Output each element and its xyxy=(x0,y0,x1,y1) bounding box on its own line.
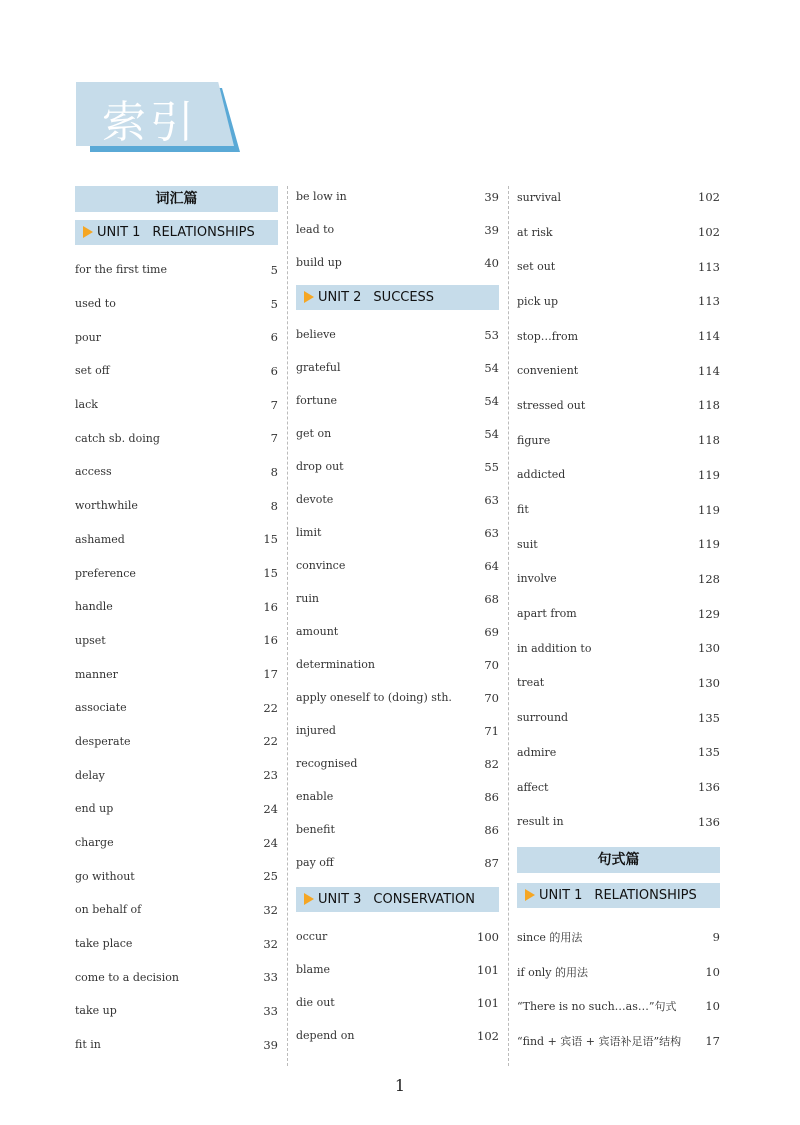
index-column-2 xyxy=(296,186,499,1052)
entry-term: pay off xyxy=(296,856,334,869)
index-entry xyxy=(517,1024,720,1059)
entry-page: 22 xyxy=(263,700,278,715)
index-entry xyxy=(75,287,278,321)
entry-page: 7 xyxy=(270,397,278,412)
index-entry xyxy=(517,989,720,1024)
page-title: 索引 xyxy=(102,97,198,148)
entry-page: 32 xyxy=(263,936,278,951)
index-entry xyxy=(75,253,278,287)
entry-page: 82 xyxy=(484,756,499,771)
index-entry xyxy=(75,792,278,826)
entry-list xyxy=(296,180,499,279)
entry-page: 32 xyxy=(263,902,278,917)
entry-page: 101 xyxy=(477,962,499,977)
index-entry xyxy=(296,714,499,747)
entry-page: 119 xyxy=(698,502,720,517)
entry-page: 39 xyxy=(484,189,499,204)
entry-term: admire xyxy=(517,745,557,759)
entry-term: affect xyxy=(517,780,549,794)
entry-page: 63 xyxy=(484,525,499,540)
entry-term: suit xyxy=(517,537,538,551)
entry-term: lead to xyxy=(296,223,335,236)
entry-term: believe xyxy=(296,328,336,341)
entry-page: 39 xyxy=(263,1037,278,1052)
index-entry xyxy=(517,249,720,284)
unit-label: UNIT 1 xyxy=(97,225,141,240)
entry-page: 17 xyxy=(263,667,278,682)
index-entry xyxy=(296,986,499,1019)
entry-page: 71 xyxy=(484,723,499,738)
entry-page: 25 xyxy=(263,869,278,884)
index-entry xyxy=(75,826,278,860)
entry-list xyxy=(296,916,499,1052)
unit-label: UNIT 3 xyxy=(318,892,362,907)
entry-term: determination xyxy=(296,658,375,671)
index-entry xyxy=(296,246,499,279)
entry-term: depend on xyxy=(296,1029,355,1042)
column-divider xyxy=(508,186,509,1066)
index-entry xyxy=(75,489,278,523)
entry-page: 39 xyxy=(484,222,499,237)
entry-term: stop…from xyxy=(517,329,579,343)
entry-list xyxy=(296,314,499,879)
index-entry xyxy=(296,920,499,953)
entry-page: 118 xyxy=(698,398,720,413)
entry-term: enable xyxy=(296,790,334,803)
entry-term: pick up xyxy=(517,294,559,308)
index-entry xyxy=(75,725,278,759)
entry-page: 130 xyxy=(698,641,720,656)
category-header-vocabulary: 词汇篇 xyxy=(75,186,278,212)
index-entry xyxy=(296,417,499,450)
entry-term: catch sb. doing xyxy=(75,431,160,445)
index-entry xyxy=(296,780,499,813)
entry-page: 102 xyxy=(698,225,720,240)
entry-term: if only 的用法 xyxy=(517,965,589,979)
index-entry xyxy=(75,893,278,927)
entry-term: since 的用法 xyxy=(517,931,583,945)
entry-term: apart from xyxy=(517,607,577,621)
index-entry xyxy=(75,354,278,388)
index-entry xyxy=(517,388,720,423)
entry-term: addicted xyxy=(517,468,566,482)
entry-page: 6 xyxy=(270,330,278,345)
index-entry xyxy=(517,770,720,805)
index-entry xyxy=(75,320,278,354)
entry-term: involve xyxy=(517,572,557,586)
entry-list xyxy=(517,912,720,1058)
entry-term: on behalf of xyxy=(75,903,142,917)
entry-page: 7 xyxy=(270,431,278,446)
entry-term: worthwhile xyxy=(75,499,138,513)
entry-term: take up xyxy=(75,1004,117,1018)
entry-term: get on xyxy=(296,427,332,440)
entry-term: lack xyxy=(75,398,98,412)
entry-term: fit in xyxy=(75,1038,101,1052)
entry-page: 101 xyxy=(477,995,499,1010)
entry-term: die out xyxy=(296,996,335,1009)
index-entry xyxy=(517,353,720,388)
entry-page: 33 xyxy=(263,970,278,985)
entry-page: 24 xyxy=(263,835,278,850)
entry-term: ruin xyxy=(296,592,319,605)
index-entry xyxy=(517,180,720,215)
entry-term: pour xyxy=(75,330,102,344)
entry-term: fit xyxy=(517,503,529,517)
entry-term: figure xyxy=(517,433,551,447)
index-entry xyxy=(296,1019,499,1052)
entry-page: 113 xyxy=(698,259,720,274)
index-entry xyxy=(517,423,720,458)
entry-page: 86 xyxy=(484,822,499,837)
index-entry xyxy=(296,516,499,549)
index-entry xyxy=(296,351,499,384)
index-entry xyxy=(75,624,278,658)
unit-name: RELATIONSHIPS xyxy=(594,888,697,904)
entry-term: build up xyxy=(296,256,342,269)
index-entry xyxy=(517,596,720,631)
entry-term: be low in xyxy=(296,190,347,203)
index-entry xyxy=(296,582,499,615)
entry-page: 16 xyxy=(263,599,278,614)
entry-term: in addition to xyxy=(517,641,592,655)
entry-page: 87 xyxy=(484,855,499,870)
entry-page: 8 xyxy=(270,498,278,513)
entry-term: convenient xyxy=(517,364,579,378)
index-entry xyxy=(296,681,499,714)
index-entry xyxy=(517,527,720,562)
entry-page: 129 xyxy=(698,606,720,621)
entry-term: handle xyxy=(75,600,113,614)
entry-page: 54 xyxy=(484,393,499,408)
index-entry xyxy=(75,388,278,422)
index-column-3 xyxy=(517,186,720,1058)
entry-term: occur xyxy=(296,930,328,943)
entry-term: convince xyxy=(296,559,346,572)
entry-page: 8 xyxy=(270,464,278,479)
entry-term: apply oneself to (doing) sth. xyxy=(296,691,452,704)
unit-label: UNIT 1 xyxy=(539,888,583,904)
entry-term: upset xyxy=(75,633,106,647)
index-entry xyxy=(517,955,720,990)
entry-term: amount xyxy=(296,625,339,638)
triangle-icon xyxy=(304,893,314,905)
entry-term: “find + 宾语 + 宾语补足语”结构 xyxy=(517,1034,682,1048)
entry-term: preference xyxy=(75,566,136,580)
page-number: 1 xyxy=(394,1076,406,1095)
entry-term: go without xyxy=(75,869,135,883)
entry-term: benefit xyxy=(296,823,335,836)
entry-page: 64 xyxy=(484,558,499,573)
entry-term: devote xyxy=(296,493,334,506)
index-entry xyxy=(296,846,499,879)
entry-term: manner xyxy=(75,667,118,681)
index-entry xyxy=(296,483,499,516)
entry-term: take place xyxy=(75,937,133,951)
entry-term: result in xyxy=(517,815,564,829)
entry-term: associate xyxy=(75,701,127,715)
entry-page: 22 xyxy=(263,734,278,749)
index-entry xyxy=(75,556,278,590)
entry-page: 33 xyxy=(263,1003,278,1018)
entry-term: “There is no such…as…”句式 xyxy=(517,1000,677,1014)
index-entry xyxy=(296,953,499,986)
unit-name: RELATIONSHIPS xyxy=(152,225,255,240)
entry-page: 130 xyxy=(698,675,720,690)
index-entry xyxy=(296,747,499,780)
entry-term: injured xyxy=(296,724,336,737)
index-entry xyxy=(517,284,720,319)
entry-term: survival xyxy=(517,190,562,204)
category-header-sentence: 句式篇 xyxy=(517,847,720,873)
entry-page: 55 xyxy=(484,459,499,474)
entry-page: 70 xyxy=(484,690,499,705)
index-entry xyxy=(296,450,499,483)
index-entry xyxy=(75,758,278,792)
triangle-icon xyxy=(525,889,535,901)
entry-list xyxy=(517,180,720,839)
entry-page: 128 xyxy=(698,571,720,586)
entry-page: 5 xyxy=(270,262,278,277)
index-entry xyxy=(75,523,278,557)
unit-header-unit3 xyxy=(296,887,499,912)
entry-term: blame xyxy=(296,963,331,976)
unit-name: CONSERVATION xyxy=(373,892,475,907)
index-entry xyxy=(75,994,278,1028)
entry-page: 118 xyxy=(698,433,720,448)
entry-page: 102 xyxy=(477,1028,499,1043)
entry-page: 70 xyxy=(484,657,499,672)
entry-page: 135 xyxy=(698,745,720,760)
index-entry xyxy=(296,213,499,246)
index-entry xyxy=(296,318,499,351)
entry-page: 136 xyxy=(698,814,720,829)
entry-term: drop out xyxy=(296,460,344,473)
index-entry xyxy=(517,458,720,493)
entry-page: 5 xyxy=(270,296,278,311)
index-entry xyxy=(296,384,499,417)
triangle-icon xyxy=(304,291,314,303)
unit-label: UNIT 2 xyxy=(318,290,362,305)
index-entry xyxy=(75,590,278,624)
entry-page: 136 xyxy=(698,780,720,795)
entry-page: 15 xyxy=(263,532,278,547)
entry-page: 69 xyxy=(484,624,499,639)
entry-page: 6 xyxy=(270,363,278,378)
entry-term: used to xyxy=(75,297,116,311)
entry-page: 17 xyxy=(705,1033,720,1048)
index-entry xyxy=(296,813,499,846)
entry-page: 9 xyxy=(712,930,720,945)
entry-page: 40 xyxy=(484,255,499,270)
entry-term: limit xyxy=(296,526,322,539)
entry-list xyxy=(75,249,278,1062)
entry-term: end up xyxy=(75,802,114,816)
index-entry xyxy=(296,615,499,648)
index-entry xyxy=(517,492,720,527)
index-entry xyxy=(75,859,278,893)
entry-page: 10 xyxy=(705,964,720,979)
index-entry xyxy=(296,549,499,582)
entry-page: 114 xyxy=(698,329,720,344)
entry-page: 135 xyxy=(698,710,720,725)
index-entry xyxy=(517,735,720,770)
index-entry xyxy=(517,804,720,839)
entry-page: 24 xyxy=(263,801,278,816)
unit-header-unit2 xyxy=(296,285,499,310)
entry-term: desperate xyxy=(75,734,131,748)
entry-page: 54 xyxy=(484,360,499,375)
index-entry xyxy=(75,421,278,455)
index-entry xyxy=(517,666,720,701)
entry-page: 86 xyxy=(484,789,499,804)
index-entry xyxy=(75,1028,278,1062)
index-entry xyxy=(517,562,720,597)
unit-header-unit1 xyxy=(75,220,278,245)
index-entry xyxy=(517,700,720,735)
entry-term: fortune xyxy=(296,394,338,407)
index-entry xyxy=(75,455,278,489)
entry-term: access xyxy=(75,465,112,479)
index-entry xyxy=(296,648,499,681)
entry-term: recognised xyxy=(296,757,358,770)
index-entry xyxy=(75,927,278,961)
entry-term: stressed out xyxy=(517,398,586,412)
entry-term: charge xyxy=(75,836,114,850)
entry-page: 16 xyxy=(263,633,278,648)
index-entry xyxy=(517,631,720,666)
entry-term: grateful xyxy=(296,361,341,374)
entry-page: 54 xyxy=(484,426,499,441)
index-column-1 xyxy=(75,186,278,1062)
column-divider xyxy=(287,186,288,1066)
entry-term: ashamed xyxy=(75,532,125,546)
index-entry xyxy=(296,180,499,213)
unit-header-unit1-sentence xyxy=(517,883,720,908)
entry-page: 63 xyxy=(484,492,499,507)
entry-term: delay xyxy=(75,768,105,782)
triangle-icon xyxy=(83,226,93,238)
entry-page: 113 xyxy=(698,294,720,309)
index-entry xyxy=(75,960,278,994)
entry-page: 114 xyxy=(698,363,720,378)
index-entry xyxy=(517,920,720,955)
entry-term: set off xyxy=(75,364,110,378)
index-entry xyxy=(75,691,278,725)
entry-page: 53 xyxy=(484,327,499,342)
page-title-banner xyxy=(76,82,254,152)
entry-term: come to a decision xyxy=(75,970,179,984)
entry-term: surround xyxy=(517,711,569,725)
entry-page: 68 xyxy=(484,591,499,606)
entry-page: 119 xyxy=(698,467,720,482)
entry-page: 102 xyxy=(698,190,720,205)
entry-term: treat xyxy=(517,676,545,690)
unit-name: SUCCESS xyxy=(373,290,435,305)
entry-term: set out xyxy=(517,260,556,274)
entry-page: 15 xyxy=(263,566,278,581)
index-entry xyxy=(75,657,278,691)
entry-page: 10 xyxy=(705,999,720,1014)
entry-term: for the first time xyxy=(75,263,167,277)
entry-page: 23 xyxy=(263,768,278,783)
index-entry xyxy=(517,319,720,354)
entry-page: 119 xyxy=(698,537,720,552)
entry-term: at risk xyxy=(517,225,553,239)
index-entry xyxy=(517,215,720,250)
entry-page: 100 xyxy=(477,929,499,944)
